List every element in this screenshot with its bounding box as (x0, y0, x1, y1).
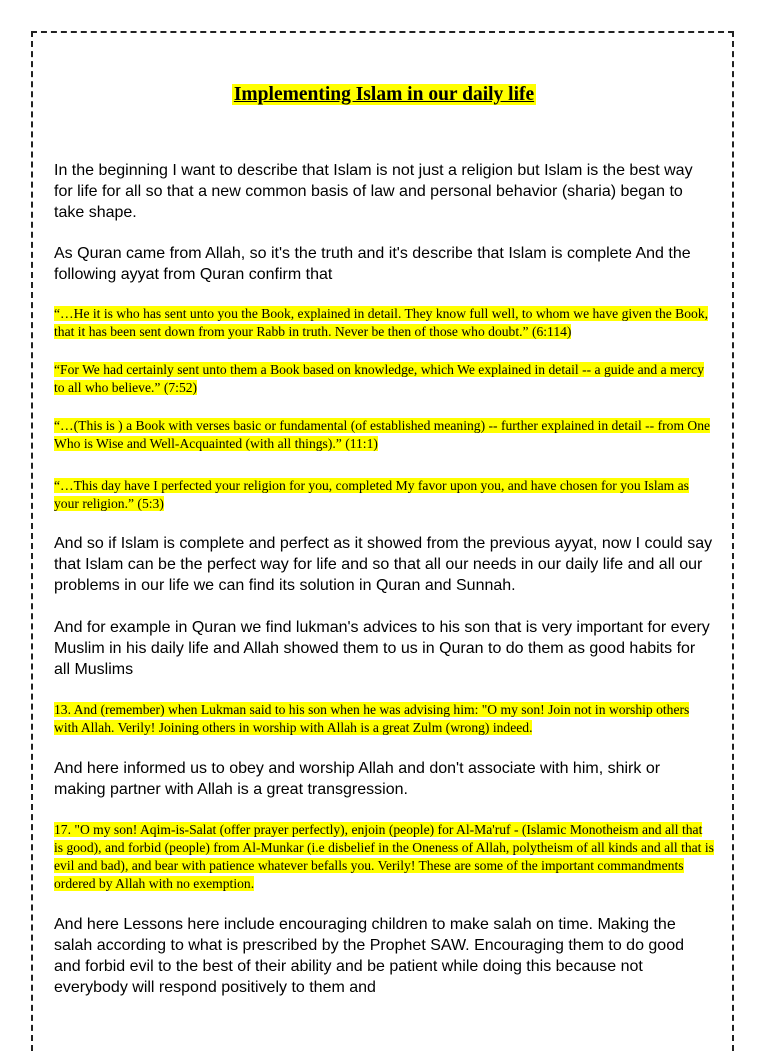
quote-6-114-text: “…He it is who has sent unto you the Book, explained in detail. They know full well, to whom we have given the Book, that it has been sent down from your Rabb in truth. Never be then of those who doubt.” (6:114) (54, 306, 709, 339)
paragraph-obey-allah: And here informed us to obey and worship Allah and don't associate with him, shirk or making partner with Allah is a great transgression. (54, 760, 661, 798)
paragraph-intro: In the beginning I want to describe that Islam is not just a religion but Islam is the best way for life for all so that a new common basis of law and personal behavior (sharia) began to take shape. (54, 162, 693, 221)
quote-7-52-text: “For We had certainly sent unto them a Book based on knowledge, which We explained in detail -- a guide and a mercy to all who believe.” (7:52) (54, 362, 704, 395)
quote-11-1-text: “…(This is ) a Book with verses basic or fundamental (of established meaning) -- further explained in detail -- from One Who is Wise and Well-Acquainted (with all things).” (11:1) (54, 418, 711, 451)
quote-7-52 (54, 361, 714, 397)
paragraph-lukman: And for example in Quran we find lukman's advices to his son that is very important for every Muslim in his daily life and Allah showed them to us in Quran to do them as good habits for all Muslims (54, 619, 710, 678)
quote-5-3-text: “…This day have I perfected your religion for you, completed My favor upon you, and have chosen for you Islam as your religion.” (5:3) (54, 478, 689, 511)
quote-lukman-17 (54, 821, 714, 893)
paragraph-complete-perfect: And so if Islam is complete and perfect as it showed from the previous ayyat, now I could say that Islam can be the perfect way for life and so that all our needs in our daily life and all our problems in our life we can find its solution in Quran and Sunnah. (54, 535, 713, 594)
quote-5-3 (54, 477, 714, 513)
quote-lukman-13-text: 13. And (remember) when Lukman said to his son when he was advising him: "O my son! Join not in worship others with Allah. Verily! Joining others in worship with Allah is a great Zulm (wrong) indeed. (54, 702, 690, 735)
quote-lukman-17-text: 17. "O my son! Aqim-is-Salat (offer prayer perfectly), enjoin (people) for Al-Ma'ruf - (Islamic Monotheism and all that is good), and forbid (people) from Al-Munkar (i.e disbelief in the Oneness of Allah, polytheism of all kinds and all that is evil and bad), and bear with patience whatever befalls you. Verily! These are some of the important commandments ordered by Allah with no exemption. (54, 822, 714, 891)
document-title: Implementing Islam in our daily life (233, 84, 535, 105)
document-body (54, 160, 714, 998)
paragraph-quran-truth: As Quran came from Allah, so it's the truth and it's describe that Islam is complete And the following ayyat from Quran confirm that (54, 245, 691, 283)
quote-11-1 (54, 417, 714, 453)
paragraph-lessons: And here Lessons here include encouraging children to make salah on time. Making the salah according to what is prescribed by the Prophet SAW. Encouraging them to do good and forbid evil to the best of their ability and be patient while doing this because not everybody will respond positively to them and (54, 916, 684, 996)
title-wrap (0, 84, 768, 106)
quote-lukman-13 (54, 701, 714, 737)
quote-6-114 (54, 305, 714, 341)
